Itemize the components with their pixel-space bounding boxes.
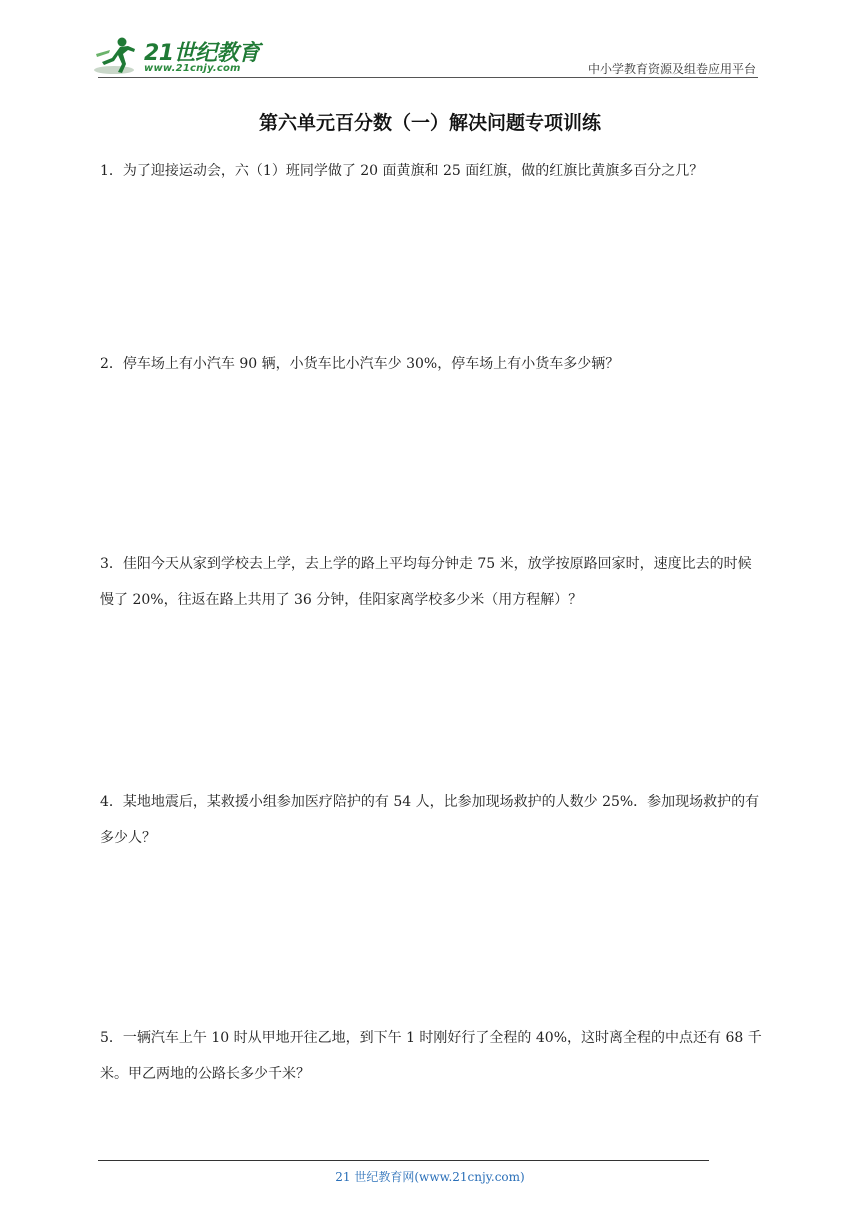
question-3: 3．佳阳今天从家到学校去上学，去上学的路上平均每分钟走 75 米，放学按原路回家时，速度比去的时候慢了 20%，往返在路上共用了 36 分钟，佳阳家离学校多少米（用方程解）？ [100,556,752,608]
question-1: 1．为了迎接运动会，六（1）班同学做了 20 面黄旗和 25 面红旗，做的红旗比黄旗多百分之几？ [100,163,704,179]
page-title: 第六单元百分数（一）解决问题专项训练 [258,112,601,134]
header-divider [98,77,758,78]
platform-label: 中小学教育资源及组卷应用平台 [587,62,756,76]
footer-divider [98,1160,709,1161]
logo-text: 21世纪教育 [144,41,260,66]
page-header [0,0,860,80]
question-5: 5．一辆汽车上午 10 时从甲地开往乙地，到下午 1 时刚好行了全程的 40%，这时离全程的中点还有 68 千米。甲乙两地的公路长多少千米？ [100,1030,762,1082]
site-logo[interactable] [92,32,262,78]
footer-link[interactable]: 21 世纪教育网(www.21cnjy.com) [335,1170,525,1184]
question-2: 2．停车场上有小汽车 90 辆，小货车比小汽车少 30%，停车场上有小货车多少辆？ [100,356,620,372]
question-4: 4．某地地震后，某救援小组参加医疗陪护的有 54 人，比参加现场救护的人数少 25%．参加现场救护的有多少人？ [100,794,760,846]
runner-logo-icon [92,34,138,76]
logo-url: www.21cnjy.com [144,63,241,74]
